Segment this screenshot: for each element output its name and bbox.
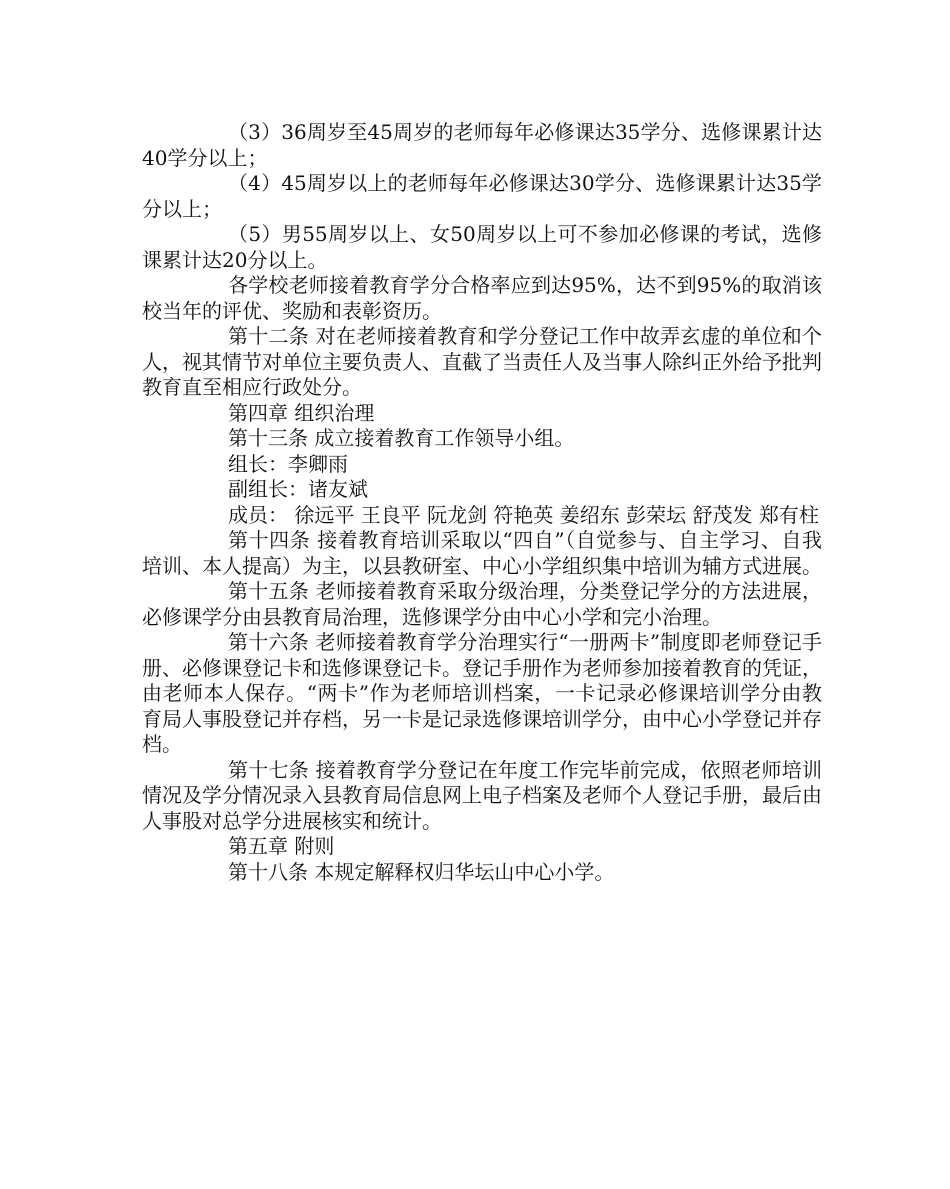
paragraph-deputy-leader: 副组长：诸友斌	[228, 477, 368, 501]
paragraph-article-16: 第十六条 老师接着教育学分治理实行“一册两卡”制度即老师登记手册、必修课登记卡和选修课登记卡。登记手册作为老师参加接着教育的凭证，由老师本人保存。“两卡”作为老师培训档案，一卡记录必修课培训学分由教育局人事股登记并存档，另一卡是记录选修课培训学分，由中心小学登记并存档。	[142, 630, 822, 756]
chapter-5-heading: 第五章 附则	[228, 834, 335, 858]
chapter-4-heading: 第四章 组织治理	[228, 400, 375, 425]
paragraph-credit-rule-5: （5）男55周岁以上、女50周岁以上可不参加必修课的考试，选修课累计达20分以上。	[142, 222, 822, 272]
paragraph-article-18: 第十八条 本规定解释权归华坛山中心小学。	[228, 859, 615, 884]
paragraph-group-leader: 组长：李卿雨	[228, 451, 348, 476]
paragraph-credit-rule-3: （3）36周岁至45周岁的老师每年必修课达35学分、选修课累计达40学分以上；	[142, 120, 822, 170]
paragraph-article-13: 第十三条 成立接着教育工作领导小组。	[228, 426, 575, 450]
paragraph-members: 成员： 徐远平 王良平 阮龙剑 符艳英 姜绍东 彭荣坛 舒茂发 郑有柱	[228, 502, 819, 527]
document-body	[142, 120, 822, 885]
paragraph-pass-rate: 各学校老师接着教育学分合格率应到达95%，达不到95%的取消该校当年的评优、奖励和表彰资历。	[142, 273, 822, 323]
paragraph-article-14: 第十四条 接着教育培训采取以“四自”（自觉参与、自主学习、自我培训、本人提高）为主，以县教研室、中心小学组织集中培训为辅方式进展。	[142, 528, 822, 578]
paragraph-article-17: 第十七条 接着教育学分登记在年度工作完毕前完成，依照老师培训情况及学分情况录入县教育局信息网上电子档案及老师个人登记手册，最后由人事股对总学分进展核实和统计。	[142, 757, 822, 833]
paragraph-article-15: 第十五条 老师接着教育采取分级治理，分类登记学分的方法进展，必修课学分由县教育局治理，选修课学分由中心小学和完小治理。	[142, 579, 822, 629]
paragraph-credit-rule-4: （4）45周岁以上的老师每年必修课达30学分、选修课累计达35学分以上；	[142, 171, 822, 221]
paragraph-article-12: 第十二条 对在老师接着教育和学分登记工作中故弄玄虚的单位和个人，视其情节对单位主要负责人、直截了当责任人及当事人除纠正外给予批判教育直至相应行政处分。	[142, 324, 822, 399]
